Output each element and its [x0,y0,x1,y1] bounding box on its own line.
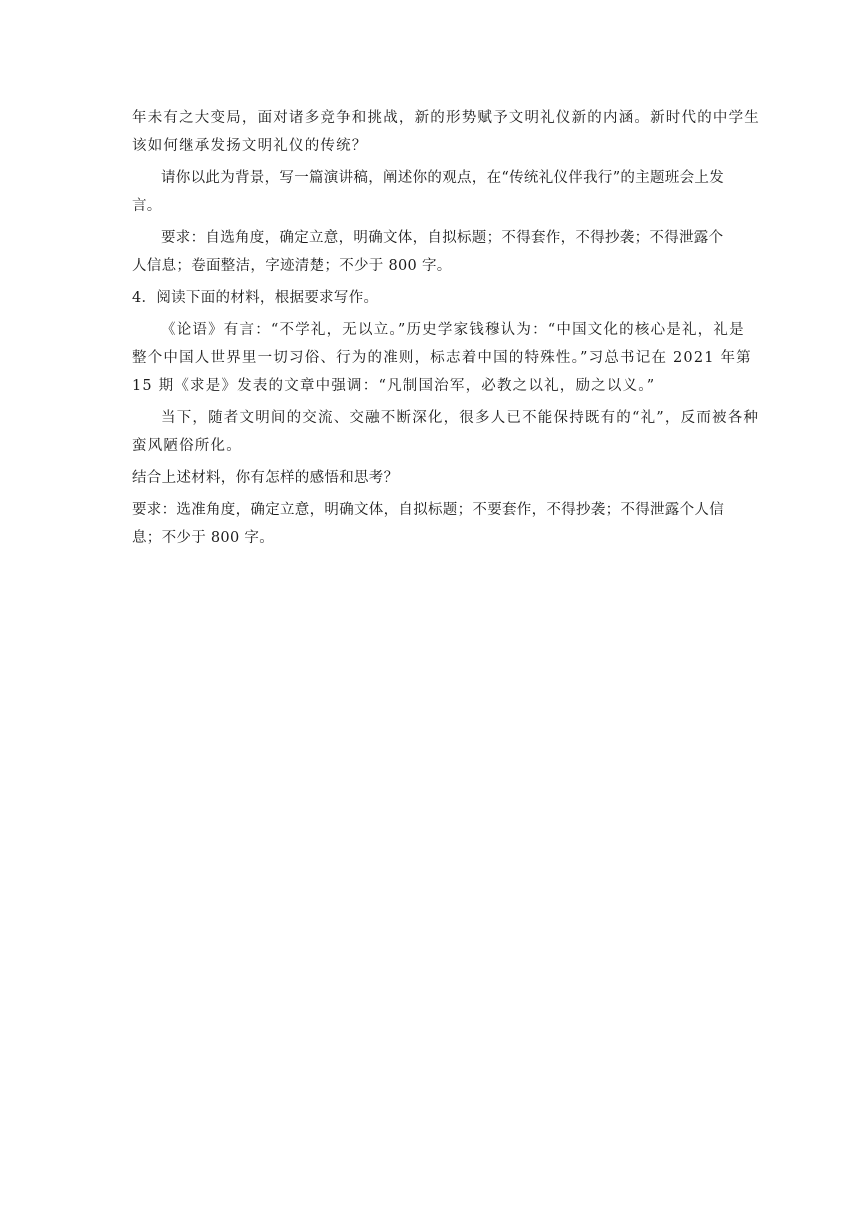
document-line: 请你以此为背景，写一篇演讲稿，阐述你的观点，在“传统礼仪伴我行”的主题班会上发 [161,170,725,186]
document-line: 该如何继承发扬文明礼仪的传统？ [132,138,368,154]
document-body [132,104,760,552]
document-line: 蛮风陋俗所化。 [132,438,242,454]
document-line: 《论语》有言：“不学礼，无以立。”历史学家钱穆认为：“中国文化的核心是礼，礼是 [161,322,745,338]
document-line: 15 期《求是》发表的文章中强调：“凡制国治军，必教之以礼，励之以义。” [132,378,656,394]
document-line: 要求：自选角度，确定立意，明确文体，自拟标题；不得套作，不得抄袭；不得泄露个 [161,230,724,246]
document-line: 整个中国人世界里一切习俗、行为的准则，标志着中国的特殊性。”习总书记在 2021 年第 [132,350,752,366]
document-line: 结合上述材料，你有怎样的感悟和思考？ [132,470,399,486]
document-line: 4．阅读下面的材料，根据要求写作。 [132,290,379,306]
document-line: 人信息；卷面整洁，字迹清楚；不少于 800 字。 [132,258,452,274]
document-line: 年未有之大变局，面对诸多竞争和挑战，新的形势赋予文明礼仪新的内涵。新时代的中学生 [132,110,760,126]
document-line: 当下，随者文明间的交流、交融不断深化，很多人已不能保持既有的“礼”，反而被各种 [161,410,760,426]
document-line: 要求：选准角度，确定立意，明确文体，自拟标题；不要套作，不得抄袭；不得泄露个人信 [132,502,724,518]
document-line: 息；不少于 800 字。 [132,530,274,546]
document-line: 言。 [132,198,162,214]
